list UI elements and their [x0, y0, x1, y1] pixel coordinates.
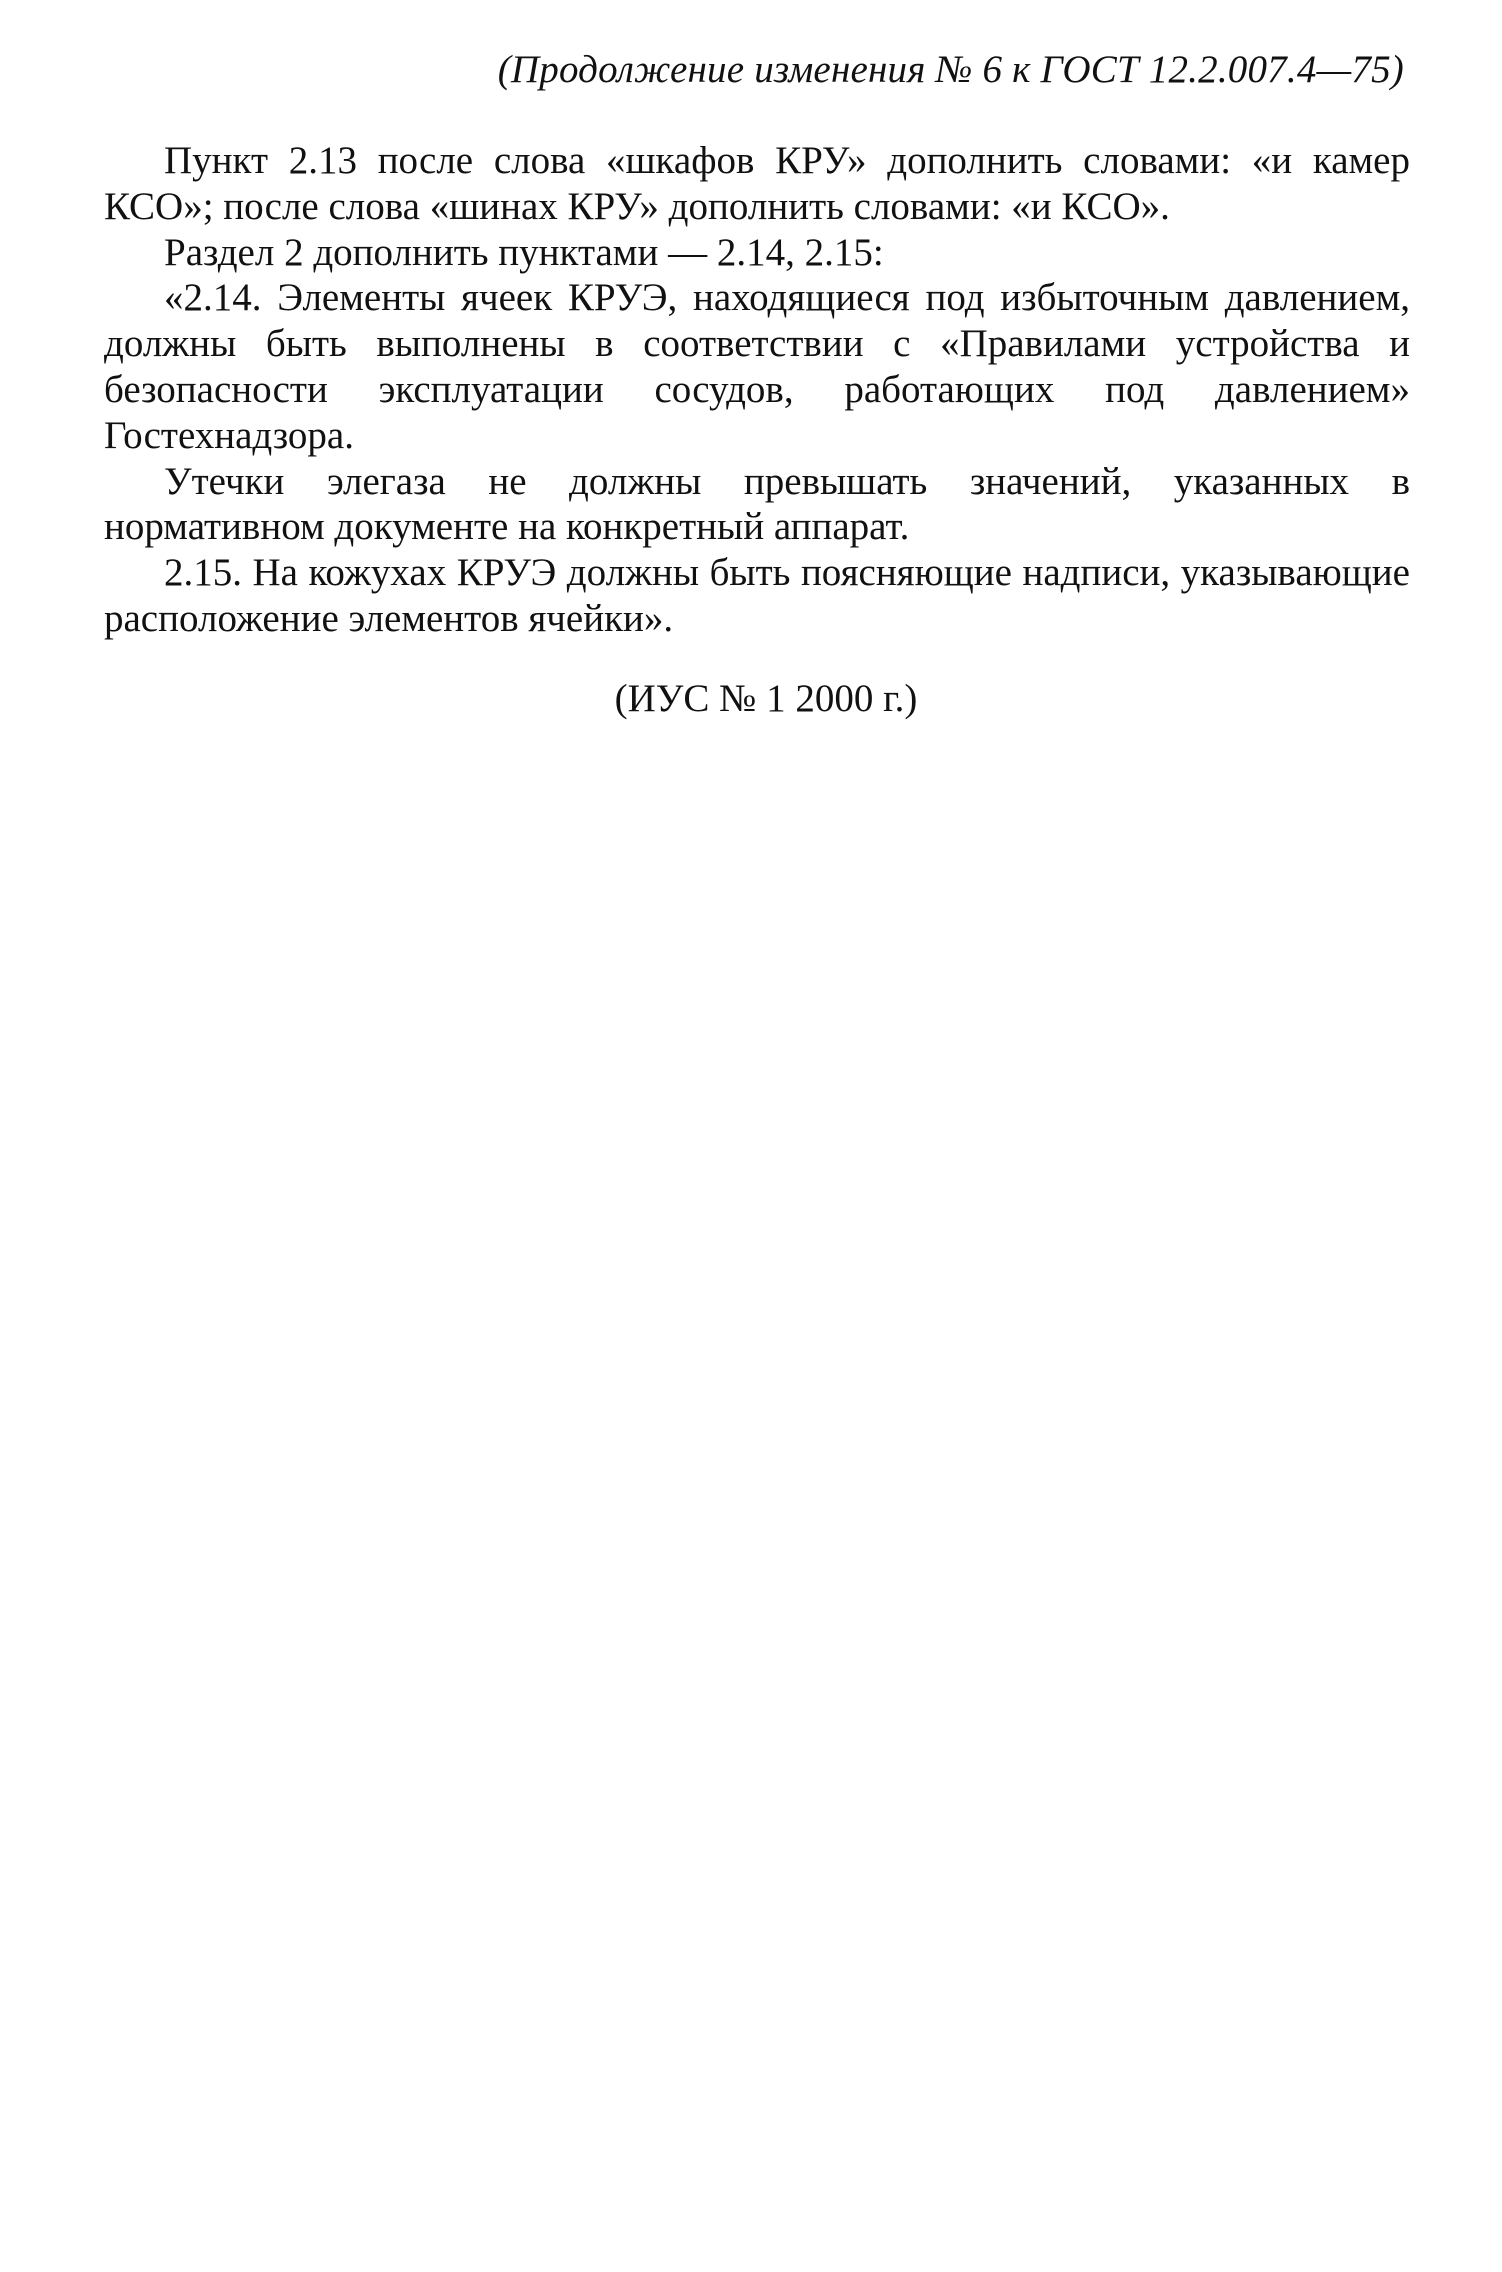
paragraph-item-2-15: 2.15. На кожухах КРУЭ должны быть поясняющие надписи, указывающие расположение элементов ячейки».	[104, 551, 1410, 640]
paragraph-item-2-14: «2.14. Элементы ячеек КРУЭ, находящиеся под избыточным давлением, должны быть выполнены в соответствии с «Правилами устройства и безопасности эксплуатации сосудов, работающих под давлением» Гостехнадзора.	[104, 276, 1410, 457]
source-note: (ИУС № 1 2000 г.)	[614, 677, 918, 720]
running-header: (Продолжение изменения № 6 к ГОСТ 12.2.007.4—75)	[497, 48, 1404, 91]
document-body	[104, 138, 1410, 642]
paragraph-sf6-leakage: Утечки элегаза не должны превышать значений, указанных в нормативном документе на конкретный аппарат.	[104, 459, 1410, 549]
paragraph-item-2-13: Пункт 2.13 после слова «шкафов КРУ» дополнить словами: «и камер КСО»; после слова «шинах КРУ» дополнить словами: «и КСО».	[104, 139, 1410, 228]
paragraph-section-2-addition: Раздел 2 дополнить пунктами — 2.14, 2.15:	[164, 230, 884, 274]
